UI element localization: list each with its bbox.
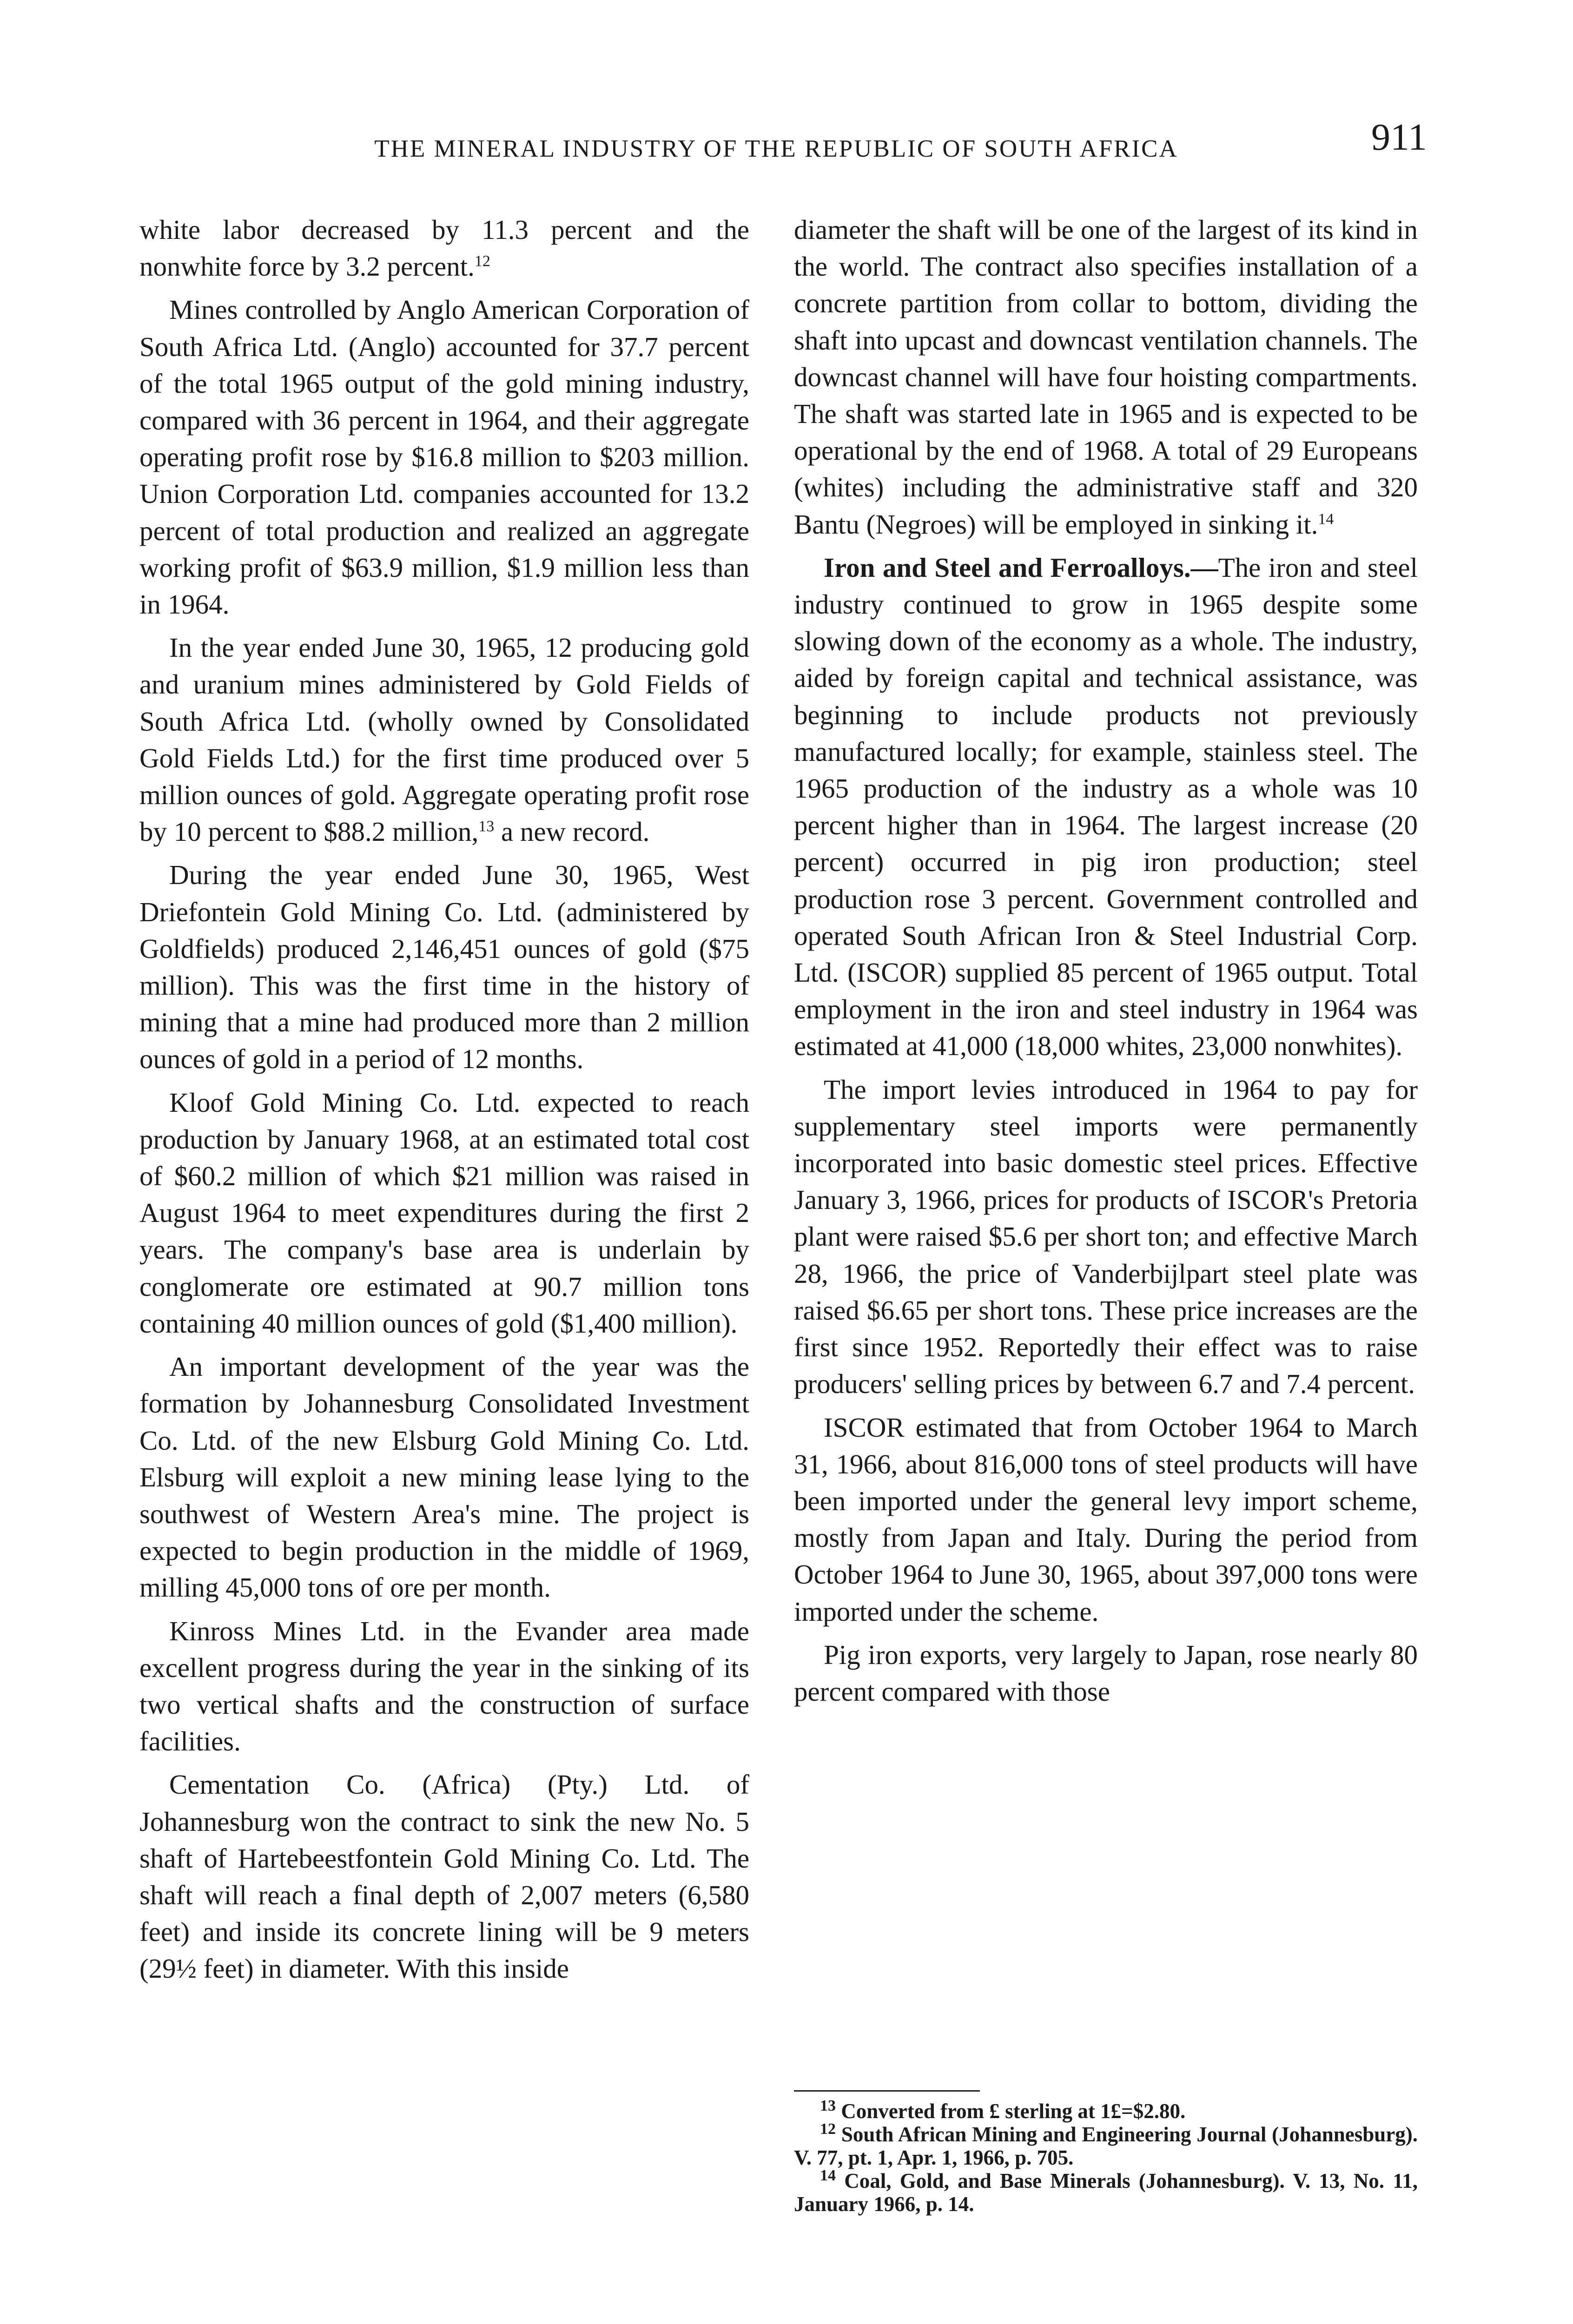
paragraph-west-driefontein: During the year ended June 30, 1965, West Driefontein Gold Mining Co. Ltd. (administered by Goldfields) produced 2,146,451 ounces of gold ($75 million). This was the first time in the history of mining that a mine had produced more than 2 million ounces of gold in a period of 12 months. <box>139 859 749 1075</box>
paragraph-shaft-diameter <box>794 211 1418 543</box>
paragraph-gold-fields <box>139 629 749 850</box>
section-heading: Iron and Steel and Ferroalloys.— <box>824 552 1218 583</box>
footnote-rule <box>794 2090 980 2092</box>
footnote-text: Converted from £ sterling at 1£=$2.80. <box>841 2100 1186 2123</box>
footnote-mark: 12 <box>820 2120 836 2138</box>
footnote-13 <box>794 2097 1418 2123</box>
footnotes <box>794 2097 1418 2216</box>
footnote-ref-12: 12 <box>474 252 490 270</box>
footnote-12 <box>794 2120 1418 2169</box>
footnote-mark: 14 <box>820 2167 836 2184</box>
paragraph-text: a new record. <box>494 816 650 847</box>
footnote-text: Coal, Gold, and Base Minerals (Johannesburg). V. 13, No. 11, January 1966, p. 14. <box>794 2169 1418 2216</box>
paragraph-iscor-imports: ISCOR estimated that from October 1964 to March 31, 1966, about 816,000 tons of steel products will have been imported under the general levy import scheme, mostly from Japan and Italy. During the period from October 1964 to June 30, 1965, about 397,000 tons were imported under the scheme. <box>794 1412 1418 1627</box>
paragraph-labor <box>139 211 749 285</box>
footnote-text: South African Mining and Engineering Journal (Johannesburg). V. 77, pt. 1, Apr. 1, 1966, p. 705. <box>794 2123 1418 2169</box>
paragraph-text: In the year ended June 30, 1965, 12 producing gold and uranium mines administered by Gold Fields of South Africa Ltd. (wholly owned by Consolidated Gold Fields Ltd.) for the first time produced over 5 million ounces of gold. Aggregate operating profit rose by 10 percent to $88.2 million, <box>139 632 749 847</box>
paragraph-elsburg: An important development of the year was the formation by Johannesburg Consolidated Investment Co. Ltd. of the new Elsburg Gold Mining Co. Ltd. Elsburg will exploit a new mining lease lying to the southwest of Western Area's mine. The project is expected to begin production in the middle of 1969, milling 45,000 tons of ore per month. <box>139 1351 749 1603</box>
paragraph-kloof: Kloof Gold Mining Co. Ltd. expected to reach production by January 1968, at an estimated total cost of $60.2 million of which $21 million was raised in August 1964 to meet expenditures during the first 2 years. The company's base area is underlain by conglomerate ore estimated at 90.7 million tons containing 40 million ounces of gold ($1,400 million). <box>139 1087 749 1339</box>
paragraph-anglo: Mines controlled by Anglo American Corporation of South Africa Ltd. (Anglo) accounted for 37.7 percent of the total 1965 output of the gold mining industry, compared with 36 percent in 1964, and their aggregate operating profit rose by $16.8 million to $203 million. Union Corporation Ltd. companies accounted for 13.2 percent of total production and realized an aggregate working profit of $63.9 million, $1.9 million less than in 1964. <box>139 294 749 620</box>
footnote-14 <box>794 2169 1418 2216</box>
left-column <box>139 211 749 1994</box>
running-head: THE MINERAL INDUSTRY OF THE REPUBLIC OF SOUTH AFRICA <box>374 135 1178 162</box>
paragraph-text: diameter the shaft will be one of the largest of its kind in the world. The contract also specifies installation of a concrete partition from collar to bottom, dividing the shaft into upcast and downcast ventilation channels. The downcast channel will have four hoisting compartments. The shaft was started late in 1965 and is expected to be operational by the end of 1968. A total of 29 Europeans (whites) including the administrative staff and 320 Bantu (Negroes) will be employed in sinking it. <box>794 214 1418 540</box>
paragraph-text: The iron and steel industry continued to grow in 1965 despite some slowing down of the economy as a whole. The industry, aided by foreign capital and technical assistance, was beginning to include products not previously manufactured locally; for example, stainless steel. The 1965 production of the industry as a whole was 10 percent higher than in 1964. The largest increase (20 percent) occurred in pig iron production; steel production rose 3 percent. Government controlled and operated South African Iron & Steel Industrial Corp. Ltd. (ISCOR) supplied 85 percent of 1965 output. Total employment in the iron and steel industry in 1964 was estimated at 41,000 (18,000 whites, 23,000 nonwhites). <box>794 552 1418 1062</box>
paragraph-import-levies: The import levies introduced in 1964 to pay for supplementary steel imports were permanently incorporated into basic domestic steel prices. Effective January 3, 1966, prices for products of ISCOR's Pretoria plant were raised $5.6 per short ton; and effective March 28, 1966, the price of Vanderbijlpart steel plate was raised $6.65 per short tons. These price increases are the first since 1952. Reportedly their effect was to raise producers' selling prices by between 6.7 and 7.4 percent. <box>794 1074 1418 1400</box>
paragraph-pig-iron: Pig iron exports, very largely to Japan, rose nearly 80 percent compared with those <box>794 1639 1418 1707</box>
footnote-mark: 13 <box>820 2097 836 2114</box>
paragraph-text: white labor decreased by 11.3 percent and the nonwhite force by 3.2 percent. <box>139 214 749 282</box>
paragraph-kinross: Kinross Mines Ltd. in the Evander area made excellent progress during the year in the sinking of its two vertical shafts and the construction of surface facilities. <box>139 1615 749 1757</box>
page-number: 911 <box>1371 116 1427 158</box>
paragraph-iron-steel <box>794 549 1418 1065</box>
right-column <box>794 211 1418 1717</box>
footnote-ref-13: 13 <box>478 818 495 835</box>
paragraph-cementation: Cementation Co. (Africa) (Pty.) Ltd. of Johannesburg won the contract to sink the new No. 5 shaft of Hartebeestfontein Gold Mining Co. Ltd. The shaft will reach a final depth of 2,007 meters (6,580 feet) and inside its concrete lining will be 9 meters (29½ feet) in diameter. With this inside <box>139 1769 749 1984</box>
footnote-ref-14: 14 <box>1318 510 1334 528</box>
